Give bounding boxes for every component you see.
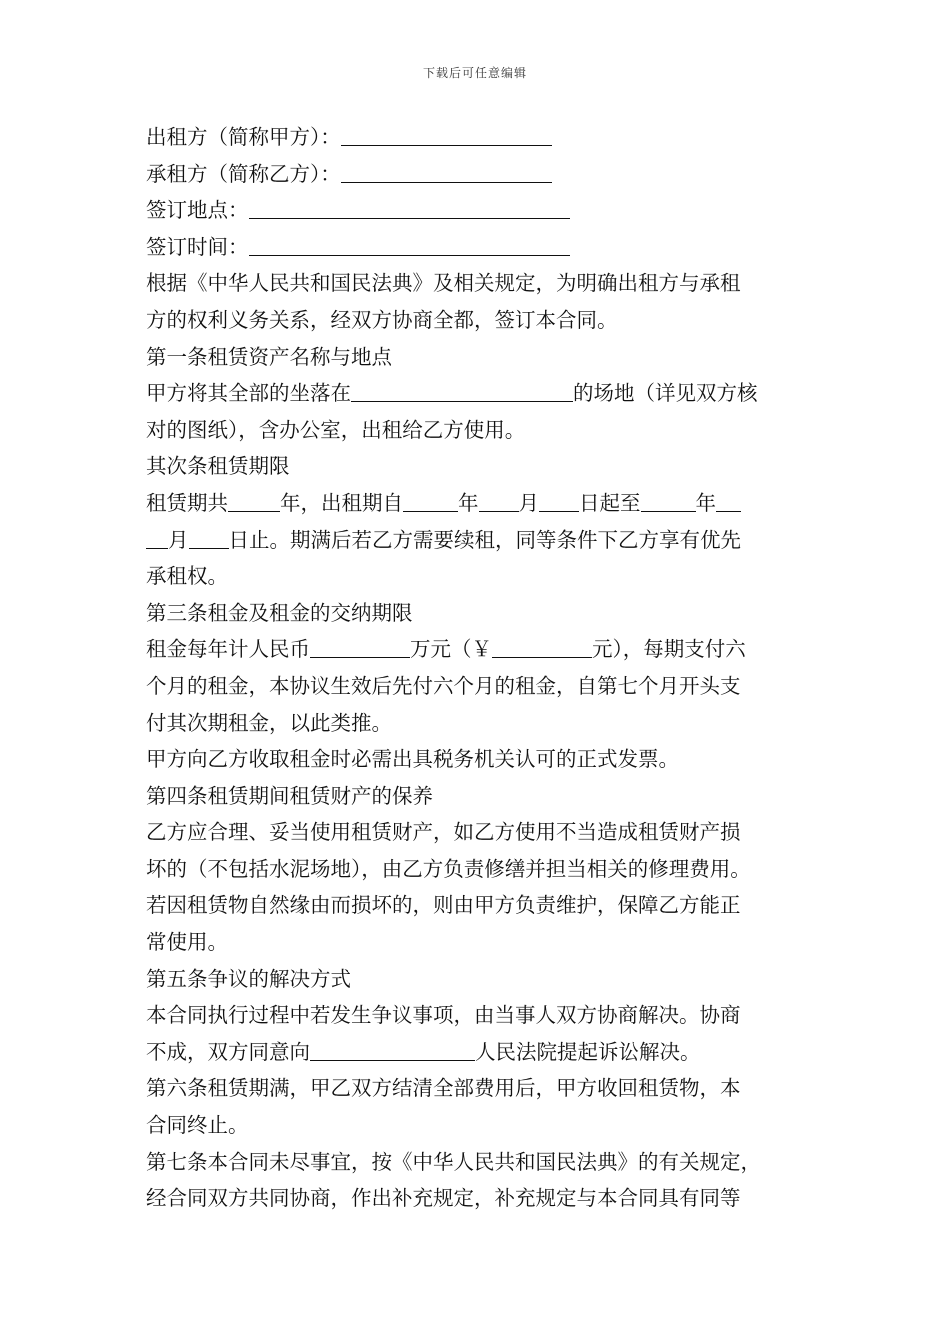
article3-line: 付其次期租金，以此类推。 xyxy=(146,710,392,735)
lessor-line xyxy=(146,119,814,156)
start-month-blank[interactable] xyxy=(479,490,519,512)
article5-line xyxy=(146,1034,814,1071)
art3-text: 元），每期支付六 xyxy=(592,637,746,662)
lessee-line xyxy=(146,156,814,193)
art2-text: 月 xyxy=(518,490,539,515)
art1-text: 的场地（详见双方核 xyxy=(573,381,758,406)
article-title: 第四条租赁期间租赁财产的保养 xyxy=(146,783,433,808)
article4-line: 常使用。 xyxy=(146,930,228,955)
contract-body xyxy=(146,119,814,1217)
sign-place-blank[interactable] xyxy=(249,197,570,219)
end-month-blank-cont[interactable] xyxy=(146,527,168,549)
sign-time-label: 签订时间： xyxy=(146,234,249,259)
article6-line: 第六条租赁期满，甲乙双方结清全部费用后，甲方收回租赁物，本 xyxy=(146,1076,741,1101)
end-month-blank[interactable] xyxy=(716,490,741,512)
article-title: 其次条租赁期限 xyxy=(146,454,290,479)
article4-line: 若因租赁物自然缘由而损坏的，则由甲方负责维护，保障乙方能正 xyxy=(146,893,741,918)
article2-line: 承租权。 xyxy=(146,564,228,589)
rent-wan-blank[interactable] xyxy=(310,636,410,658)
art2-text: 租赁期共 xyxy=(146,490,228,515)
art2-text: 年，出租期自 xyxy=(280,490,403,515)
start-year-blank[interactable] xyxy=(403,490,458,512)
term-years-blank[interactable] xyxy=(228,490,280,512)
article1-line xyxy=(146,375,814,412)
article4-line: 乙方应合理、妥当使用租赁财产，如乙方使用不当造成租赁财产损 xyxy=(146,820,741,845)
article6-line: 合同终止。 xyxy=(146,1113,249,1138)
header-note: 下载后可任意编辑 xyxy=(422,66,527,80)
article3-line xyxy=(146,631,814,668)
start-day-blank[interactable] xyxy=(539,490,579,512)
article2-line xyxy=(146,522,814,559)
sign-place-label: 签订地点： xyxy=(146,198,249,223)
article7-line: 第七条本合同未尽事宜，按《中华人民共和国民法典》的有关规定， xyxy=(146,1149,761,1174)
location-blank[interactable] xyxy=(351,380,573,402)
article-title: 第五条争议的解决方式 xyxy=(146,966,351,991)
article4-line: 坏的（不包括水泥场地），由乙方负责修缮并担当相关的修理费用。 xyxy=(146,856,751,881)
sign-place-line xyxy=(146,192,814,229)
end-year-blank[interactable] xyxy=(641,490,696,512)
lessee-label: 承租方（简称乙方）： xyxy=(146,161,341,186)
sign-time-line xyxy=(146,229,814,266)
sign-time-blank[interactable] xyxy=(249,234,570,256)
art2-text: 年 xyxy=(458,490,479,515)
article7-line: 经合同双方共同协商，作出补充规定，补充规定与本合同具有同等 xyxy=(146,1186,741,1211)
art2-text: 日起至 xyxy=(579,490,641,515)
article-title: 第一条租赁资产名称与地点 xyxy=(146,344,392,369)
court-blank[interactable] xyxy=(310,1039,475,1061)
intro-line: 根据《中华人民共和国民法典》及相关规定，为明确出租方与承租 xyxy=(146,271,741,296)
article3-line: 甲方向乙方收取租金时必需出具税务机关认可的正式发票。 xyxy=(146,747,679,772)
art1-text: 甲方将其全部的坐落在 xyxy=(146,381,351,406)
art5-text: 不成，双方同意向 xyxy=(146,1039,310,1064)
rent-yuan-blank[interactable] xyxy=(492,636,592,658)
art3-text: 租金每年计人民币 xyxy=(146,637,310,662)
lessor-label: 出租方（简称甲方）： xyxy=(146,125,341,149)
article1-line: 对的图纸），含办公室，出租给乙方使用。 xyxy=(146,417,526,442)
art2-text: 年 xyxy=(695,490,716,515)
lessor-blank[interactable] xyxy=(341,124,552,146)
article3-line: 个月的租金，本协议生效后先付六个月的租金，自第七个月开头支 xyxy=(146,673,741,698)
art5-text: 人民法院提起诉讼解决。 xyxy=(475,1039,701,1064)
art2-text: 月 xyxy=(168,527,189,552)
art2-text: 日止。期满后若乙方需要续租，同等条件下乙方享有优先 xyxy=(228,527,741,552)
end-day-blank[interactable] xyxy=(189,527,229,549)
art3-text: 万元（￥ xyxy=(410,637,492,662)
lessee-blank[interactable] xyxy=(341,161,552,183)
article2-line xyxy=(146,485,814,522)
article-title: 第三条租金及租金的交纳期限 xyxy=(146,600,413,625)
intro-line: 方的权利义务关系，经双方协商全都，签订本合同。 xyxy=(146,307,618,332)
article5-line: 本合同执行过程中若发生争议事项，由当事人双方协商解决。协商 xyxy=(146,1003,741,1028)
